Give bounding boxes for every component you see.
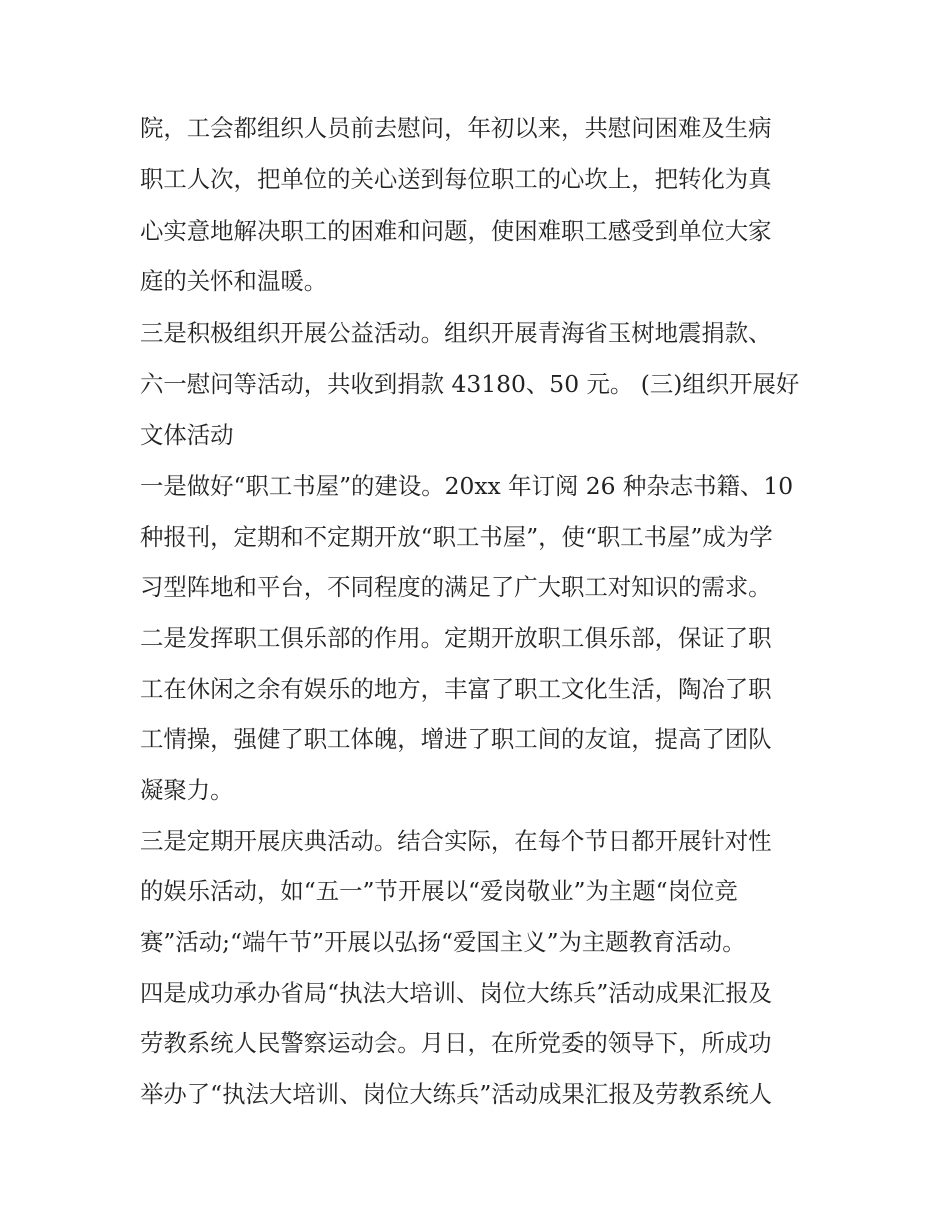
text-line: 四是成功承办省局“执法大培训、岗位大练兵”活动成果汇报及 [140,979,773,1007]
text-line: 职工人次，把单位的关心送到每位职工的心坎上，把转化为真 [140,165,772,193]
text-line: 六一慰问等活动，共收到捐款 43180、50 元。 (三)组织开展好 [140,370,800,398]
text-line: 院，工会都组织人员前去慰问，年初以来，共慰问困难及生病 [140,114,772,142]
text-line: 举办了“执法大培训、岗位大练兵”活动成果汇报及劳教系统人 [140,1080,773,1108]
text-line: 文体活动 [140,421,234,449]
text-line: 种报刊，定期和不定期开放“职工书屋”，使“职工书屋”成为学 [140,523,773,551]
text-line: 工情操，强健了职工体魄，增进了职工间的友谊，提高了团队 [140,725,772,753]
text-line: 庭的关怀和温暖。 [140,267,328,295]
text-line: 的娱乐活动，如“五一”节开展以“爱岗敬业”为主题“岗位竞 [140,877,738,905]
text-line: 习型阵地和平台，不同程度的满足了广大职工对知识的需求。 [140,573,772,601]
text-line: 凝聚力。 [140,776,234,804]
text-line: 一是做好“职工书屋”的建设。20xx 年订阅 26 种杂志书籍、10 [140,472,794,500]
text-line: 赛”活动;“端午节”开展以弘扬“爱国主义”为主题教育活动。 [140,928,746,956]
text-line: 心实意地解决职工的困难和问题，使困难职工感受到单位大家 [140,217,772,245]
text-line: 工在休闲之余有娱乐的地方，丰富了职工文化生活，陶冶了职 [140,675,772,703]
text-line: 劳教系统人民警察运动会。月日，在所党委的领导下，所成功 [140,1029,772,1057]
text-line: 三是定期开展庆典活动。结合实际，在每个节日都开展针对性 [140,827,772,855]
text-line: 二是发挥职工俱乐部的作用。定期开放职工俱乐部，保证了职 [140,624,772,652]
text-line: 三是积极组织开展公益活动。组织开展青海省玉树地震捐款、 [140,319,772,347]
